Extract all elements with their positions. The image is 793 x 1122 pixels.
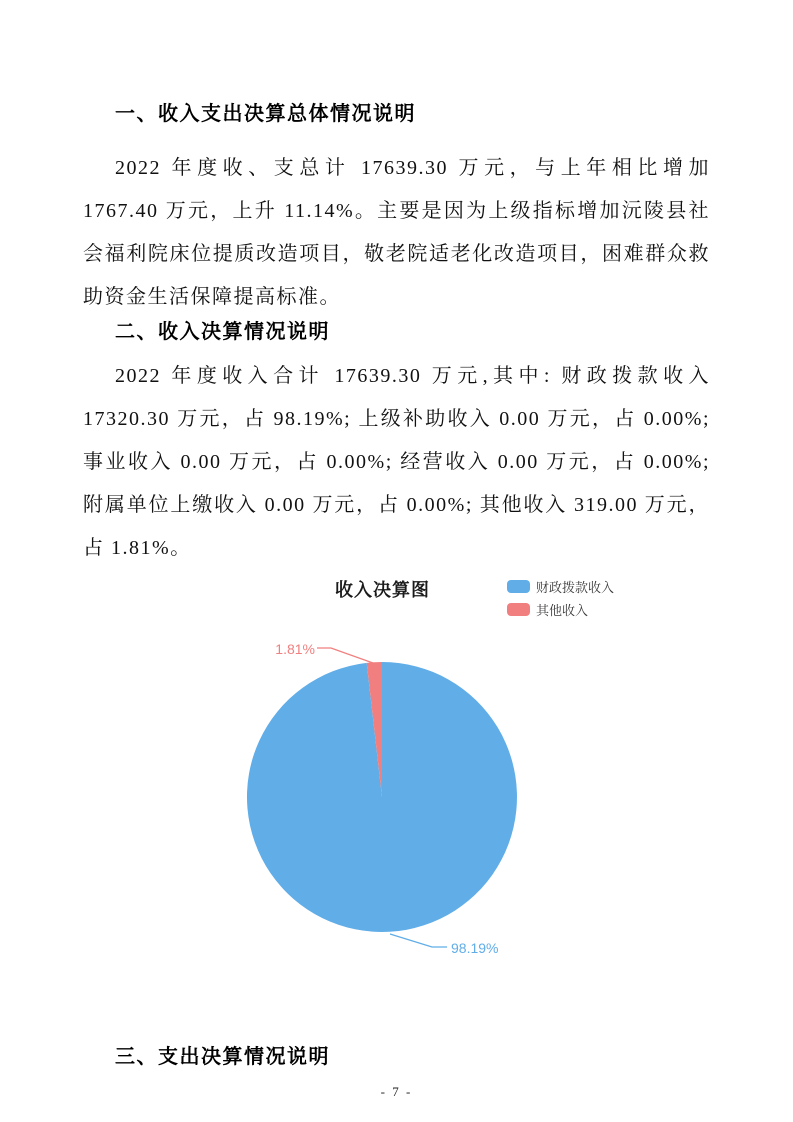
section-2-paragraph: 2022 年度收入合计 17639.30 万元,其中: 财政拨款收入 17320.30 万元，占 98.19%; 上级补助收入 0.00 万元，占 0.00%; 事业收入 0.00 万元，占 0.00%; 经营收入 0.00 万元，占 0.00%; 附属单位上缴收入 0.00 万元，占 0.00%; 其他收入 319.00 万元，占 1.81%。: [83, 365, 710, 559]
pie-svg: [83, 576, 712, 1036]
page-number: - 7 -: [380, 1084, 413, 1099]
pie-label-other-income: 1.81%: [275, 641, 315, 657]
section-3-heading: 三、支出决算情况说明: [115, 1046, 330, 1068]
label-leader-line-fiscal-income: [390, 934, 447, 947]
pie-label-fiscal-income: 98.19%: [451, 940, 499, 956]
section-1-heading: 一、收入支出决算总体情况说明: [115, 103, 416, 125]
chart-title: 收入决算图: [335, 580, 430, 600]
label-leader-line-other-income: [317, 648, 373, 663]
legend-label-fiscal-income: 财政拨款收入: [536, 579, 615, 595]
legend-label-other-income: 其他收入: [536, 602, 589, 618]
income-pie-chart: [83, 576, 710, 1036]
section-2-heading: 二、收入决算情况说明: [115, 321, 330, 343]
document-content: [0, 101, 793, 1070]
section-1-paragraph: 2022 年度收、支总计 17639.30 万元，与上年相比增加 1767.40 万元，上升 11.14%。主要是因为上级指标增加沅陵县社会福利院床位提质改造项目，敬老院适老化改造项目，困难群众救助资金生活保障提高标准。: [83, 157, 710, 308]
